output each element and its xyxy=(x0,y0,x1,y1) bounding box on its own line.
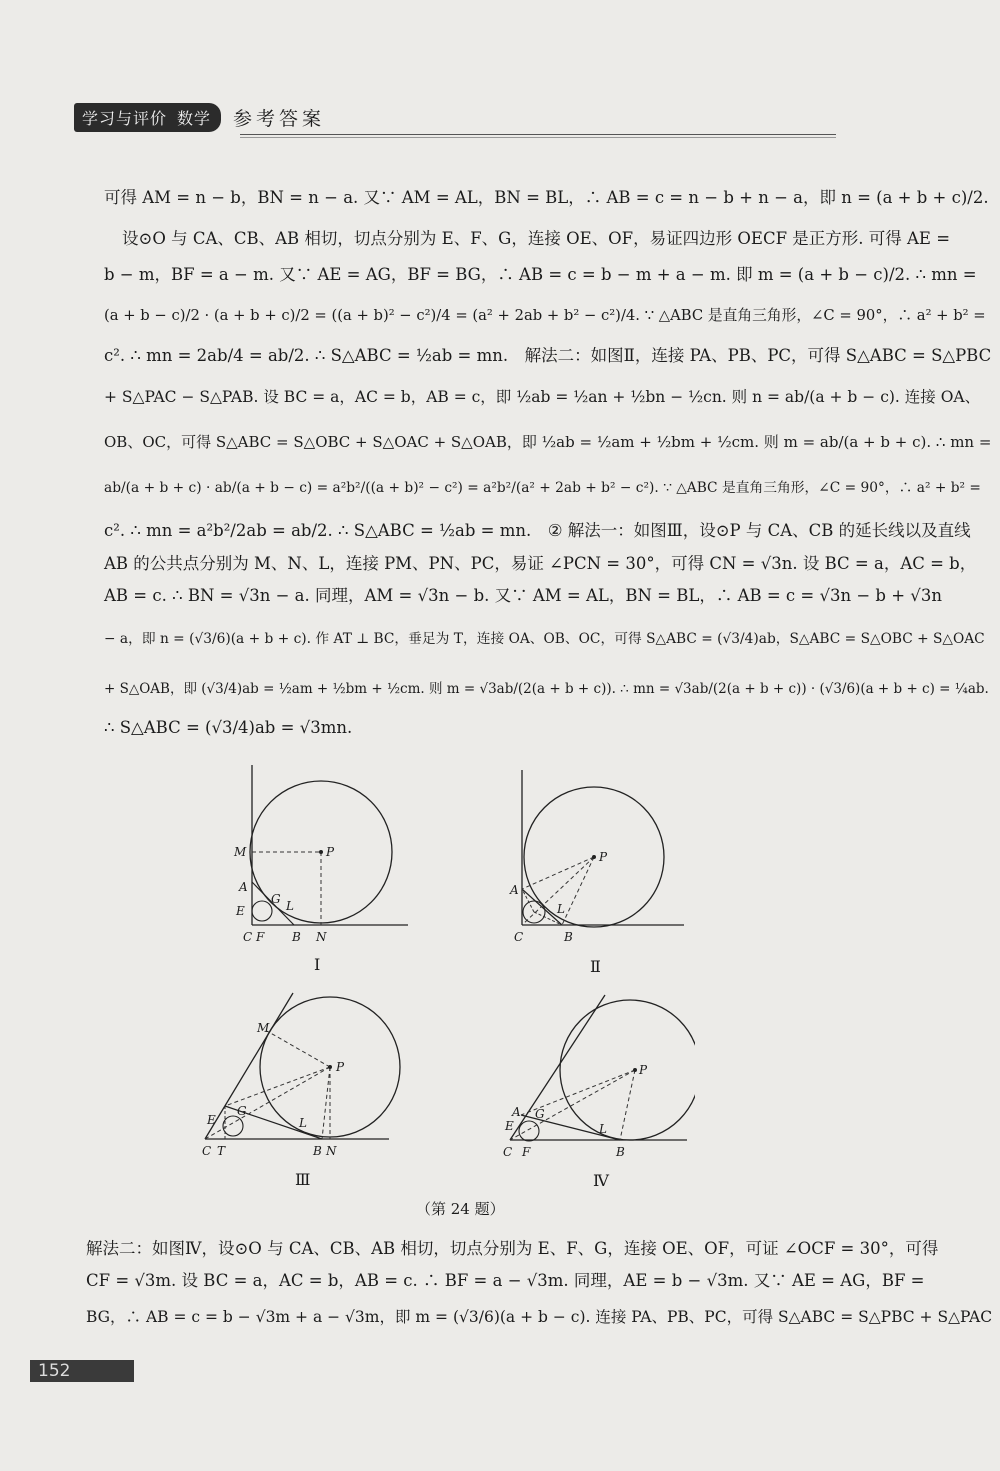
body-line: 解法二：如图Ⅳ，设⊙O 与 CA、CB、AB 相切，切点分别为 E、F、G，连接 OE、OF，可证 ∠OCF = 30°，可得 xyxy=(86,1239,939,1258)
label-t: T xyxy=(217,1144,226,1158)
label-n: N xyxy=(316,930,327,944)
subject-name: 学习与评价 xyxy=(82,108,168,128)
label-b: B xyxy=(313,1144,322,1158)
figure-number: Ⅰ xyxy=(314,955,321,974)
header-rule xyxy=(240,134,836,135)
label-l: L xyxy=(557,902,565,916)
label-m: M xyxy=(234,845,247,859)
label-f: F xyxy=(522,1145,531,1159)
label-b: B xyxy=(292,930,301,944)
label-e: E xyxy=(236,904,245,918)
body-line: 可得 AM = n − b，BN = n − a. 又∵ AM = AL，BN = BL，∴ AB = c = n − b + n − a，即 n = (a + b + c)/2. xyxy=(104,188,989,207)
figure-caption: （第 24 题） xyxy=(416,1200,505,1218)
body-line: + S△PAC − S△PAB. 设 BC = a，AC = b，AB = c，即 ½ab = ½an + ½bn − ½cn. 则 n = ab/(a + b − c). 连接 OA、 xyxy=(104,388,981,406)
subject-course: 数学 xyxy=(177,108,212,128)
body-line: c². ∴ mn = 2ab/4 = ab/2. ∴ S△ABC = ½ab = mn. 解法二：如图Ⅱ，连接 PA、PB、PC，可得 S△ABC = S△PBC xyxy=(104,346,992,365)
header-title: 参考答案 xyxy=(233,107,326,130)
figure-2 xyxy=(500,765,690,980)
label-m: M xyxy=(257,1021,270,1035)
label-g: G xyxy=(271,892,281,906)
label-b: B xyxy=(564,930,573,944)
figure-1 xyxy=(228,760,418,975)
page-header xyxy=(74,103,325,131)
body-line: − a，即 n = (√3/6)(a + b + c). 作 AT ⊥ BC，垂足为 T，连接 OA、OB、OC，可得 S△ABC = (√3/4)ab，S△ABC = S△OBC + S△OAC xyxy=(104,631,985,647)
figure-number: Ⅲ xyxy=(295,1170,311,1189)
body-line: AB 的公共点分别为 M、N、L，连接 PM、PN、PC，易证 ∠PCN = 30°，可得 CN = √3n. 设 BC = a，AC = b， xyxy=(104,554,977,573)
figure-3 xyxy=(195,985,425,1190)
subject-badge xyxy=(74,103,221,132)
label-p: P xyxy=(326,845,335,859)
label-b: B xyxy=(616,1145,625,1159)
label-n: N xyxy=(326,1144,337,1158)
body-line: CF = √3m. 设 BC = a，AC = b，AB = c. ∴ BF = a − √3m. 同理，AE = b − √3m. 又∵ AE = AG，BF = xyxy=(86,1271,925,1290)
label-c: C xyxy=(503,1145,513,1159)
page-number-bar xyxy=(30,1360,134,1382)
figure-4 xyxy=(495,990,695,1190)
body-line: c². ∴ mn = a²b²/2ab = ab/2. ∴ S△ABC = ½ab = mn. ② 解法一：如图Ⅲ，设⊙P 与 CA、CB 的延长线以及直线 xyxy=(104,521,971,540)
page-number: 152 xyxy=(38,1361,71,1381)
label-c: C xyxy=(243,930,253,944)
body-line: + S△OAB，即 (√3/4)ab = ½am + ½bm + ½cm. 则 m = √3ab/(2(a + b + c)). ∴ mn = √3ab/(2(a + b + c)) · (√3/6)(a + b + c) = ¼ab. xyxy=(104,681,989,697)
body-line: OB、OC，可得 S△ABC = S△OBC + S△OAC + S△OAB，即 ½ab = ½am + ½bm + ½cm. 则 m = ab/(a + b + c). ∴ mn = xyxy=(104,433,992,451)
label-l: L xyxy=(599,1122,607,1136)
label-a: A xyxy=(510,883,519,897)
label-p: P xyxy=(599,850,608,864)
label-c: C xyxy=(202,1144,212,1158)
figure-number: Ⅱ xyxy=(590,957,601,976)
label-a: A xyxy=(512,1105,521,1119)
label-p: P xyxy=(639,1063,648,1077)
label-f: F xyxy=(256,930,265,944)
body-line: ab/(a + b + c) · ab/(a + b − c) = a²b²/((a + b)² − c²) = a²b²/(a² + 2ab + b² − c²). ∵ △ABC 是直角三角形，∠C = 90°，∴ a² + b² = xyxy=(104,480,981,496)
body-line: ∴ S△ABC = (√3/4)ab = √3mn. xyxy=(104,718,353,737)
body-line: BG，∴ AB = c = b − √3m + a − √3m，即 m = (√3/6)(a + b − c). 连接 PA、PB、PC，可得 S△ABC = S△PBC + S△PAC xyxy=(86,1308,993,1326)
body-line: b − m，BF = a − m. 又∵ AE = AG，BF = BG，∴ AB = c = b − m + a − m. 即 m = (a + b − c)/2. ∴ mn = xyxy=(104,265,977,284)
label-l: L xyxy=(286,899,294,913)
label-e: E xyxy=(207,1113,216,1127)
label-a: A xyxy=(239,880,248,894)
figure-number: Ⅳ xyxy=(593,1171,609,1190)
label-e: E xyxy=(505,1119,514,1133)
label-g: G xyxy=(237,1104,247,1118)
label-c: C xyxy=(514,930,524,944)
body-line: (a + b − c)/2 · (a + b + c)/2 = ((a + b)² − c²)/4 = (a² + 2ab + b² − c²)/4. ∵ △ABC 是直角三角形，∠C = 90°，∴ a² + b² = xyxy=(104,307,986,324)
label-g: G xyxy=(535,1107,545,1121)
body-line: 设⊙O 与 CA、CB、AB 相切，切点分别为 E、F、G，连接 OE、OF，易证四边形 OECF 是正方形. 可得 AE = xyxy=(122,229,951,248)
body-line: AB = c. ∴ BN = √3n − a. 同理，AM = √3n − b. 又∵ AM = AL，BN = BL，∴ AB = c = √3n − b + √3n xyxy=(104,586,942,605)
label-l: L xyxy=(299,1116,307,1130)
label-p: P xyxy=(336,1060,345,1074)
header-rule-secondary xyxy=(240,137,836,138)
